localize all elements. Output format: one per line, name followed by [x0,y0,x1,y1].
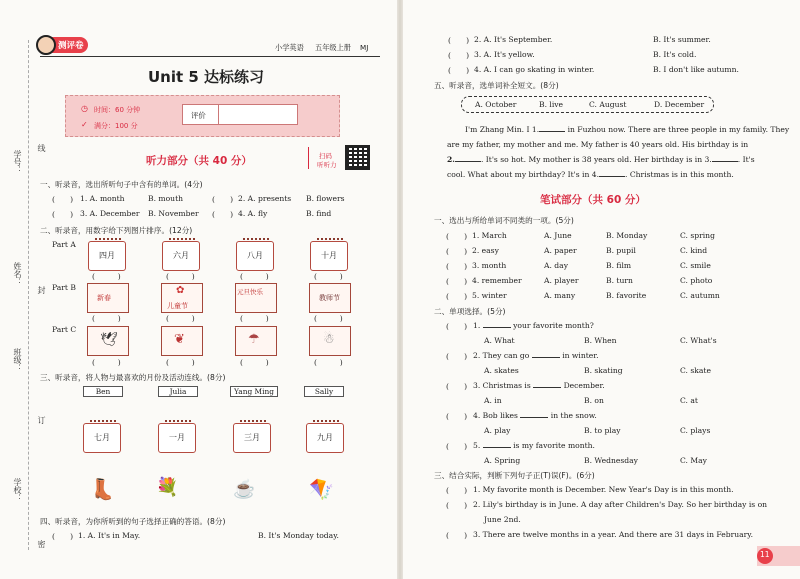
evaluation-box: 评价 [182,104,298,125]
qr-code-icon[interactable] [345,145,370,170]
answer-paren[interactable]: ( ) [314,358,343,367]
class-label: 班级： [13,348,22,372]
new-years-day-picture: 元旦快乐 [235,283,277,313]
person-name-box[interactable]: Ben [83,386,123,397]
answer-paren[interactable]: ( ) [166,358,195,367]
answer-paren[interactable]: ( ) [446,531,468,540]
binding-dashed-line [28,40,29,550]
w1-title: 一、选出与所给单词不同类的一项。(5分) [434,216,574,225]
q1-item-4-b: B. find [306,209,332,218]
fan-picture: ☂ [235,326,277,356]
qr-scan-label: 扫码 [319,152,332,160]
part-c-label: Part C [52,325,77,334]
answer-paren[interactable]: ( ) [92,272,121,281]
answer-paren[interactable]: ( ) [446,262,468,271]
w2-question-5: 5. is my favorite month. [473,441,595,450]
answer-paren[interactable]: ( ) [448,66,470,75]
w2-question-2: 2. They can go in winter. [473,351,599,360]
answer-paren[interactable]: ( ) [52,195,74,204]
answer-paren[interactable]: ( ) [446,352,468,361]
answer-paren[interactable]: ( ) [446,412,468,421]
w2-question-3: 3. Christmas is December. [473,381,605,390]
answer-paren[interactable]: ( ) [448,51,470,60]
answer-paren[interactable]: ( ) [446,247,468,256]
student-id-label: 学号： [13,150,22,174]
answer-paren[interactable]: ( ) [52,210,74,219]
mascot-icon [36,35,56,55]
answer-paren[interactable]: ( ) [52,532,74,541]
page-number: 11 [760,550,770,559]
q1-item-2: 2. A. presents [238,194,292,203]
calendar-icon[interactable]: 九月 [306,423,344,453]
grade-label: 五年级上册 [315,43,351,52]
q4-item-4-b: B. I don't like autumn. [653,65,739,74]
q3-title: 三、听录音，将人物与最喜欢的月份及活动连线。(8分) [40,373,226,382]
w2-question-1: 1. your favorite month? [473,321,594,330]
listening-section-title: 听力部分（共 40 分） [146,155,252,167]
edition-label: MJ [360,43,369,52]
person-name-box[interactable]: Sally [304,386,344,397]
person-name-box[interactable]: Yang Ming [230,386,278,397]
w2-question-4: 4. Bob likes in the snow. [473,411,597,420]
tea-cup-icon[interactable]: ☕ [233,479,256,500]
calendar-icon: 四月 [88,241,126,271]
blank-2[interactable] [455,161,481,162]
person-name-box[interactable]: Julia [158,386,198,397]
answer-paren[interactable]: ( ) [314,272,343,281]
calendar-icon: 八月 [236,241,274,271]
badge: 测评卷 [38,37,88,53]
answer-paren[interactable]: ( ) [92,314,121,323]
teachers-day-picture: 教师节 [309,283,351,313]
answer-paren[interactable]: ( ) [240,272,269,281]
answer-paren[interactable]: ( ) [446,501,468,510]
word-option: D. December [654,100,705,109]
word-bank [461,96,714,113]
page-title: Unit 5 达标练习 [148,68,265,86]
hiking-boot-icon[interactable]: 👢 [90,477,115,501]
q4-item-1-b: B. It's Monday today. [258,531,339,540]
snowman-picture: ☃ [309,326,351,356]
kite-icon[interactable]: 🪁 [309,477,334,501]
answer-paren[interactable]: ( ) [446,277,468,286]
header-rule [40,56,380,57]
passage-line-3: 2. . It's so hot. My mother is 38 years old. Her birthday is in 3. . It's [447,155,755,164]
blank-1[interactable] [539,131,565,132]
school-label: 学校： [13,478,22,502]
flowers-icon[interactable]: 💐 [156,477,179,498]
calendar-icon[interactable]: 三月 [233,423,271,453]
w2-title: 二、单项选择。(5分) [434,307,506,316]
q4-item-2-a: 2. A. It's September. [474,35,553,44]
check-icon: ✓ [81,120,88,129]
q1-item-1-b: B. mouth [148,194,184,203]
binding-seal-mark: 封 [37,286,46,294]
name-label: 姓名： [13,262,22,286]
calendar-icon[interactable]: 一月 [158,423,196,453]
answer-paren[interactable]: ( ) [240,314,269,323]
answer-paren[interactable]: ( ) [448,36,470,45]
passage-line-1: I'm Zhang Min. I 1. in Fuzhou now. There are three people in my family. They [465,125,790,134]
word-option: B. live [539,100,564,109]
maple-leaves-picture: ❦ [161,326,203,356]
q4-item-4-a: 4. A. I can go skating in winter. [474,65,595,74]
binding-dense-mark: 密 [37,540,46,548]
q4-title: 四、听录音，为你所听到的句子选择正确的答语。(8分) [40,517,226,526]
subject-label: 小学英语 [275,43,304,52]
q1-item-1: 1. A. month [80,194,125,203]
calendar-icon[interactable]: 七月 [83,423,121,453]
q4-item-3-a: 3. A. It's yellow. [474,50,535,59]
q1-item-4: 4. A. fly [238,209,268,218]
q4-item-1-a: 1. A. It's in May. [78,531,141,540]
writing-section-title: 笔试部分（共 60 分） [540,194,646,206]
info-banner: ◷ 时间：60 分钟 ✓ 满分：100 分 评价 [65,95,340,137]
part-b-label: Part B [52,283,76,292]
word-option: A. October [475,100,517,109]
answer-paren[interactable]: ( ) [446,442,468,451]
page-gutter [397,0,403,579]
word-option: C. August [589,100,627,109]
answer-paren[interactable]: ( ) [314,314,343,323]
blank-3[interactable] [712,161,738,162]
calendar-icon: 六月 [162,241,200,271]
answer-paren[interactable]: ( ) [446,232,468,241]
q2-title: 二、听录音，用数字给下列图片排序。(12分) [40,226,193,235]
w3-item-3: 3. There are twelve months in a year. And there are 31 days in February. [473,530,753,539]
w3-item-2-cont: June 2nd. [484,515,521,524]
q1-title: 一、听录音，选出所听句子中含有的单词。(4分) [40,180,203,189]
w3-item-2: 2. Lily's birthday is in June. A day after Children's Day. So her birthday is on [473,500,768,509]
answer-paren[interactable]: ( ) [240,358,269,367]
q4-item-2-b: B. It's summer. [653,35,711,44]
q4-item-3-b: B. It's cold. [653,50,697,59]
clock-icon: ◷ [81,104,88,113]
new-year-picture: 新春 [87,283,129,313]
w3-item-1: 1. My favorite month is December. New Year's Day is in this month. [473,485,734,494]
answer-paren[interactable]: ( ) [212,210,234,219]
q1-item-2-b: B. flowers [306,194,345,203]
childrens-day-picture: 儿童节 ✿ [161,283,203,313]
q5-title: 五、听录音，选单词补全短文。(8分) [434,81,559,90]
binding-ding-mark: 订 [37,416,46,424]
qr-listen-label: 听听力 [317,161,337,169]
q1-item-3: 3. A. December [80,209,140,218]
answer-paren[interactable]: ( ) [446,382,468,391]
answer-paren[interactable]: ( ) [212,195,234,204]
blank-4[interactable] [599,176,625,177]
passage-line-4: cool. What about my birthday? It's in 4. . Christmas is in this month. [447,170,734,179]
answer-paren[interactable]: ( ) [92,358,121,367]
answer-paren[interactable]: ( ) [166,314,195,323]
binding-line-mark: 线 [37,144,46,152]
answer-paren[interactable]: ( ) [446,486,468,495]
page-number-tab [757,546,800,566]
q1-item-3-b: B. November [148,209,199,218]
swallow-picture: 🕊 [87,326,129,356]
answer-paren[interactable]: ( ) [446,292,468,301]
part-a-label: Part A [52,240,76,249]
answer-paren[interactable]: ( ) [446,322,468,331]
w3-title: 三、结合实际，判断下列句子正(T)误(F)。(6分) [434,471,595,480]
answer-paren[interactable]: ( ) [166,272,195,281]
passage-line-2: are my father, my mother and me. My father is 40 years old. His birthday is in [447,140,749,149]
calendar-icon: 十月 [310,241,348,271]
